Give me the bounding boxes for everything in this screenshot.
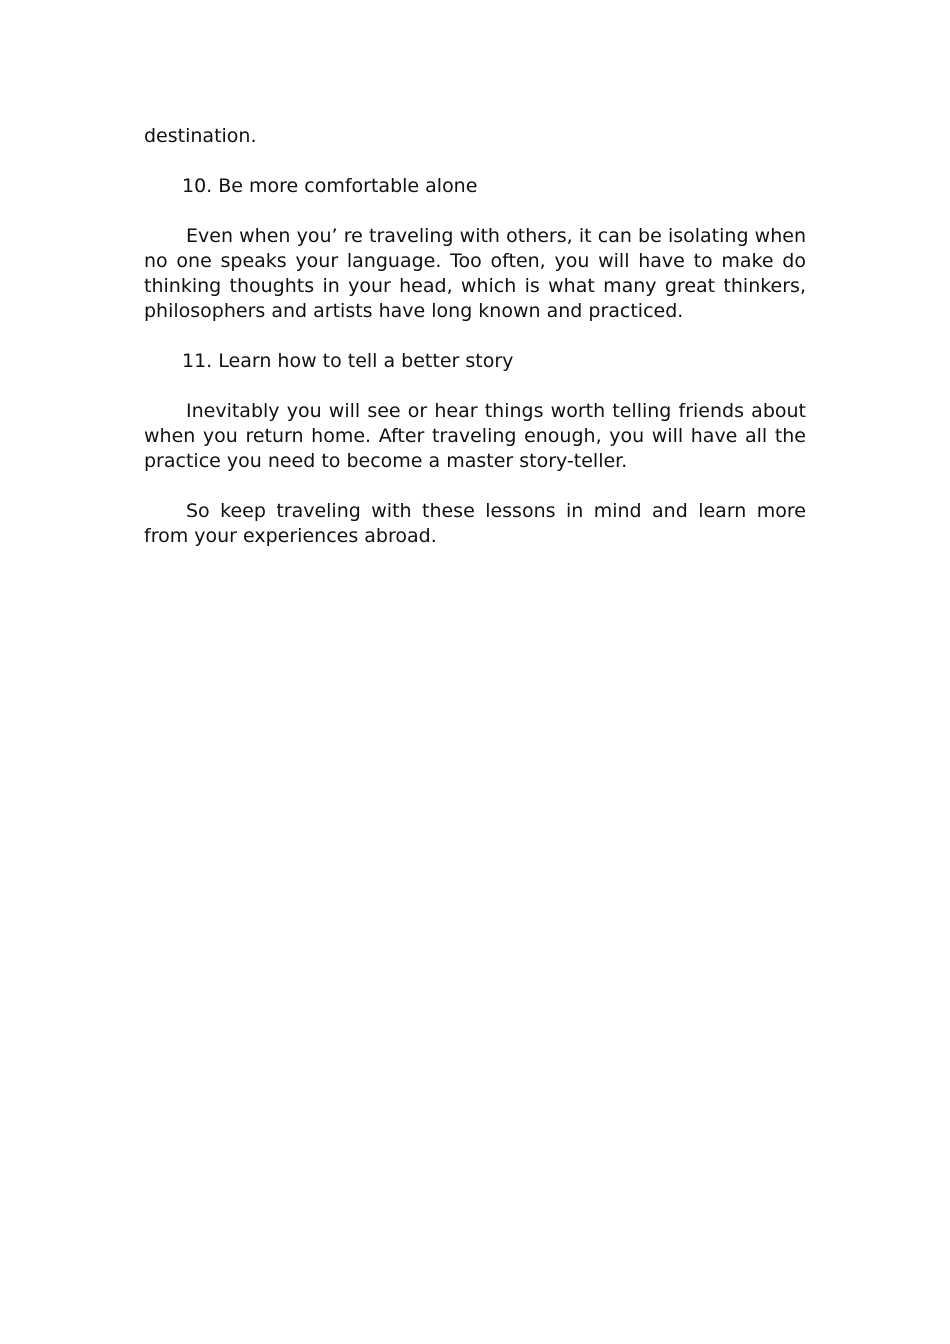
body-paragraph-story: Inevitably you will see or hear things worth telling friends about when you return home. After traveling enough, you will have all the practice you need to become a master story-teller. — [144, 400, 806, 472]
section-heading-11: 11. Learn how to tell a better story — [182, 350, 514, 372]
closing-paragraph: So keep traveling with these lessons in mind and learn more from your experiences abroad. — [144, 500, 806, 547]
continuation-paragraph: destination. — [144, 125, 257, 147]
document-body — [144, 124, 806, 574]
section-heading-10: 10. Be more comfortable alone — [182, 175, 478, 197]
body-paragraph-alone: Even when you’ re traveling with others, it can be isolating when no one speaks your language. Too often, you will have to make do thinking thoughts in your head, which is what many great thinkers, philosophers and artists have long known and practiced. — [144, 225, 806, 322]
